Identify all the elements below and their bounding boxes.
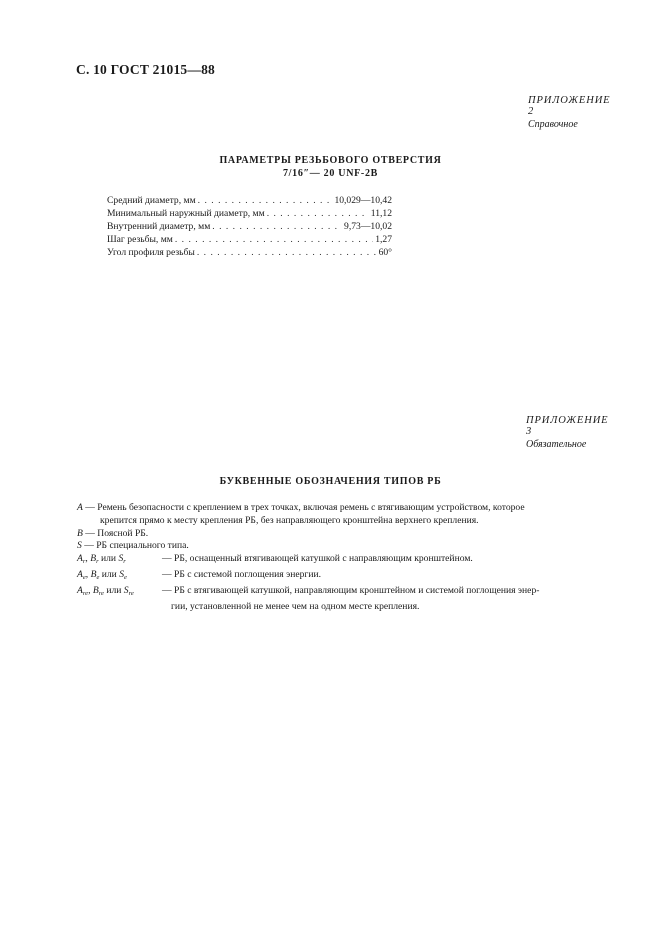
appendix-2-title: ПРИЛОЖЕНИЕ 2 bbox=[528, 95, 611, 117]
legend-item-a-cont bbox=[77, 515, 615, 528]
param-value: 10,029—10,42 bbox=[334, 195, 392, 206]
legend-text: — Ремень безопасности с креплением в трех точках, включая ремень с втягивающим устройством, которое bbox=[85, 502, 525, 513]
param-label: Шаг резьбы, мм bbox=[107, 234, 173, 245]
legend-item-a bbox=[77, 502, 615, 515]
symbol: S bbox=[119, 568, 124, 580]
symbol: A bbox=[77, 568, 83, 580]
param-row bbox=[107, 246, 392, 259]
legend-item-are: $A_{re}$, $B_{re}$ или $S_{re}$ — РБ с втягивающей катушкой, направляющим кронштейном и системой поглощения энер- bbox=[77, 585, 615, 601]
param-label: Минимальный наружный диаметр, мм bbox=[107, 208, 265, 219]
symbol: S bbox=[118, 553, 124, 565]
leader-dots bbox=[175, 233, 373, 246]
appendix-2-subtitle: Справочное bbox=[528, 119, 578, 130]
legend-item-are-cont bbox=[77, 601, 615, 614]
symbol: B bbox=[92, 584, 99, 596]
symbol: A bbox=[77, 502, 83, 513]
legend-item-b bbox=[77, 528, 615, 541]
subscript: e bbox=[96, 573, 100, 581]
legend-title: БУКВЕННЫЕ ОБОЗНАЧЕНИЯ ТИПОВ РБ bbox=[219, 476, 442, 487]
legend-text: — РБ с системой поглощения энергии. bbox=[162, 568, 321, 580]
subscript: re bbox=[128, 589, 134, 597]
appendix-3-heading bbox=[526, 415, 615, 450]
appendix-3-subtitle: Обязательное bbox=[526, 439, 587, 450]
param-label: Внутренний диаметр, мм bbox=[107, 221, 211, 232]
subscript: r bbox=[96, 558, 99, 566]
param-value: 1,27 bbox=[375, 234, 392, 245]
subscript: e bbox=[124, 573, 127, 581]
legend-text: — РБ специального типа. bbox=[84, 540, 189, 552]
symbol: S bbox=[77, 540, 82, 552]
param-row bbox=[107, 220, 392, 233]
param-value: 9,73—10,02 bbox=[344, 221, 392, 232]
symbol: A bbox=[77, 553, 83, 565]
param-row bbox=[107, 233, 392, 246]
or-word: или bbox=[101, 553, 117, 565]
param-row bbox=[107, 194, 392, 207]
legend-item-s bbox=[77, 540, 615, 553]
param-value: 60° bbox=[378, 247, 392, 258]
or-word: или bbox=[106, 584, 122, 596]
legend-item-ae: $A_e$, $B_e$ или $S_e$ — РБ с системой поглощения энергии. bbox=[77, 569, 615, 585]
legend-text: — РБ с втягивающей катушкой, направляющим кронштейном и системой поглощения энер- bbox=[162, 584, 540, 596]
belt-type-legend bbox=[77, 502, 615, 613]
legend-text: — РБ, оснащенный втягивающей катушкой с направляющим кронштейном. bbox=[162, 553, 473, 565]
leader-dots bbox=[212, 220, 342, 233]
legend-text: — Поясной РБ. bbox=[85, 527, 149, 539]
param-label: Угол профиля резьбы bbox=[107, 247, 195, 258]
param-row bbox=[107, 207, 392, 220]
symbol: S bbox=[123, 584, 129, 596]
params-subtitle: 7/16″— 20 UNF-2B bbox=[282, 168, 379, 179]
param-value: 11,12 bbox=[370, 208, 392, 219]
symbol: B bbox=[77, 527, 83, 539]
thread-parameters-list bbox=[107, 194, 392, 259]
param-label: Средний диаметр, мм bbox=[107, 195, 196, 206]
subscript: r bbox=[82, 558, 86, 566]
legend-item-ar: $A_r$, $B_r$ или $S_r$ — РБ, оснащенный втягивающей катушкой с направляющим кронштейном. bbox=[77, 553, 615, 569]
symbol: A bbox=[77, 584, 83, 596]
legend-text: крепится прямо к месту крепления РБ, без направляющего кронштейна верхнего крепления. bbox=[100, 514, 479, 526]
subscript: re bbox=[82, 589, 89, 597]
subscript: re bbox=[98, 589, 104, 597]
subscript: e bbox=[82, 573, 86, 581]
leader-dots bbox=[197, 246, 377, 259]
appendix-3-title: ПРИЛОЖЕНИЕ 3 bbox=[526, 415, 609, 437]
or-word: или bbox=[101, 568, 117, 580]
params-title: ПАРАМЕТРЫ РЕЗЬБОВОГО ОТВЕРСТИЯ bbox=[219, 155, 442, 166]
symbol: B bbox=[90, 568, 97, 580]
legend-text: гии, установленной не менее чем на одном месте крепления. bbox=[171, 600, 420, 612]
leader-dots bbox=[267, 207, 369, 220]
leader-dots bbox=[198, 194, 333, 207]
subscript: r bbox=[123, 558, 126, 566]
symbol: B bbox=[90, 553, 97, 565]
appendix-2-heading bbox=[528, 95, 615, 130]
page-header: С. 10 ГОСТ 21015—88 bbox=[76, 62, 215, 77]
